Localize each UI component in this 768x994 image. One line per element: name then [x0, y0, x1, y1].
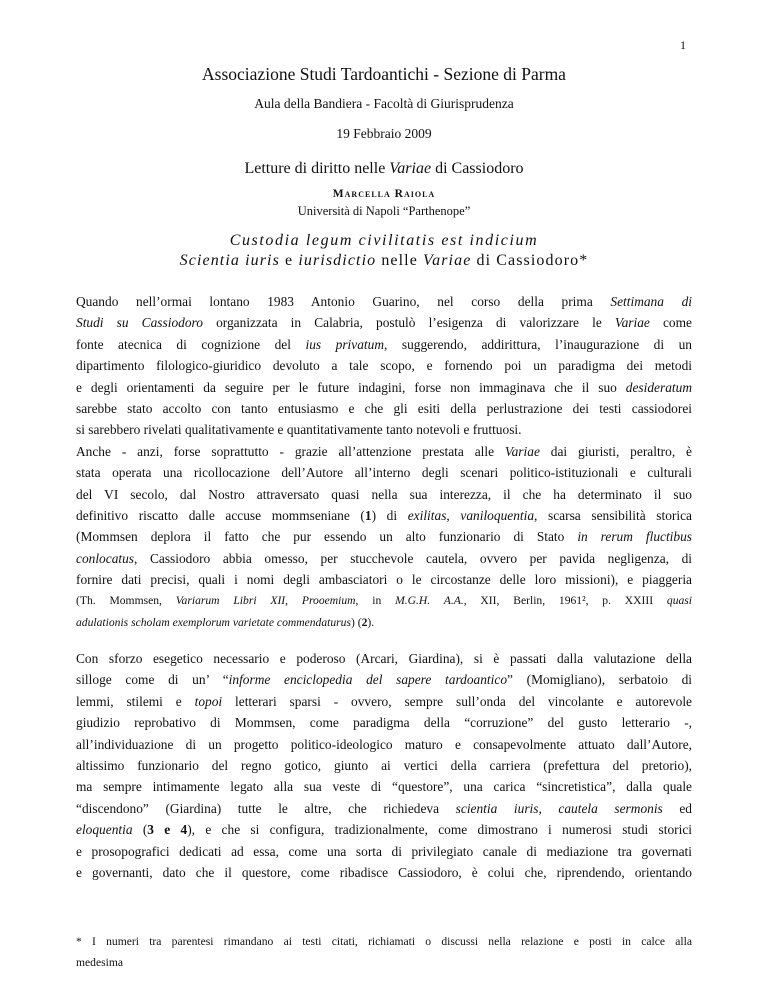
text-line: Studi su Cassiodoro organizzata in Calabria, postulò l’esigenza di valorizzare le Variae come — [76, 315, 692, 331]
text-line: del VI secolo, dal Nostro attraversato quasi nella sua interezza, il che ha determinato il suo — [76, 486, 692, 502]
title-line-2: Scientia iuris e iurisdictio nelle Variae di Cassiodoro* — [179, 252, 589, 269]
text-line: Anche - anzi, forse soprattutto - grazie all’attenzione prestata alle Variae dai giuristi, peraltro, è — [76, 443, 692, 459]
text-line: adulationis scholam exemplorum varietate commendaturus) (2). — [76, 615, 375, 629]
text-line: ma sempre intimamente legato alla sua veste di “questore”, una carica “sincretistica”, dalla quale — [76, 779, 692, 795]
text-line: giudizio reprobativo di Mommsen, come paradigma della “corruzione” del gusto letterario -, — [76, 715, 692, 731]
text-line: dipartimento filologico-giuridico devoluto a tale scopo, e fornendo poi un paradigma dei metodi — [76, 358, 692, 374]
paragraph-1 — [76, 291, 692, 633]
text-line: e degli orientamenti da seguire per le future indagini, forse non immaginava che il suo desideratum — [76, 379, 692, 395]
paragraph-2 — [76, 648, 692, 883]
footnote — [76, 932, 692, 975]
text-line: “discendono” (Giardina) tutte le altre, che richiedeva scientia iuris, cautela sermonis ed — [76, 800, 692, 816]
text-line: silloge come di un’ “informe enciclopedia del sapere tardoantico” (Momigliano), serbatoio di — [76, 672, 692, 688]
author-name: Marcella Raiola — [332, 188, 436, 200]
text-line: all’individuazione di un progetto politico-ideologico maturo e consapevolmente attuato dall’Autore, — [76, 736, 692, 752]
event-date: 19 Febbraio 2009 — [336, 126, 432, 141]
venue: Aula della Bandiera - Facoltà di Giurisprudenza — [254, 96, 514, 111]
text-line: (Mommsen deplora il fatto che pur essendo un alto funzionario di Stato in rerum fluctibus — [76, 529, 692, 545]
text-line: Quando nell’ormai lontano 1983 Antonio Guarino, nel corso della prima Settimana di — [76, 294, 692, 309]
text-line: eloquentia (3 e 4), e che si configura, tradizionalmente, come dimostrano i numerosi studi storici — [76, 822, 692, 838]
text-line: Con sforzo esegetico necessario e poderoso (Arcari, Giardina), si è passati dalla valutazione della — [76, 651, 692, 666]
text-line: conlocatus, Cassiodoro abbia omesso, per stucchevole cautela, ovvero per pavida negligenza, di — [76, 550, 692, 566]
author-affiliation: Università di Napoli “Parthenope” — [297, 204, 471, 218]
text-line: definitivo riscatto dalle accuse mommseniane (1) di exilitas, vaniloquentia, scarsa sensibilità storica — [76, 507, 692, 523]
text-line: altissimo funzionario del regno gotico, giunto ai vertici della carriera (prefettura del pretorio), — [76, 757, 692, 773]
footnote-line: * I numeri tra parentesi rimandano ai testi citati, richiamati o discussi nella relazione e posti in calce alla — [76, 935, 692, 948]
series-title: Letture di diritto nelle Variae di Cassiodoro — [244, 160, 524, 177]
text-line: si sarebbero rivelati qualitativamente e quantitativamente tanto notevoli e fruttuosi. — [76, 422, 522, 438]
footnote-line: medesima — [76, 956, 124, 970]
association-name: Associazione Studi Tardoantichi - Sezione di Parma — [202, 64, 566, 84]
title-line-1: Custodia legum civilitatis est indicium — [229, 232, 539, 249]
text-line: (Th. Mommsen, Variarum Libri XII, Prooemium, in M.G.H. A.A., XII, Berlin, 1961², p. XXIII quasi — [76, 594, 693, 608]
text-line: stata operata una ricollocazione dell’Autore all’interno degli scenari politico-istituzionali e culturali — [76, 465, 692, 481]
text-line: e governanti, dato che il questore, come ribadisce Cassiodoro, è colui che, riprendendo, orientando — [76, 864, 692, 880]
text-line: sarebbe stato accolto con tanto entusiasmo e che gli esiti della perlustrazione dei testi cassiodorei — [76, 400, 692, 416]
text-line: lemmi, stilemi e topoi letterari sparsi - ovvero, sempre sull’onda del vincolante e autorevole — [76, 693, 692, 709]
text-line: e prosopografici dedicati ad essa, come una sorta di privilegiato canale di mediazione tra governati — [76, 843, 692, 859]
text-line: fonte atecnica di cognizione del ius privatum, suggerendo, addirittura, l’inaugurazione di un — [76, 336, 692, 352]
page-number: 1 — [680, 38, 686, 52]
text-line: fornire dati precisi, quali i nomi degli ambasciatori o le circostanze delle loro missioni), e piaggeria — [76, 572, 692, 588]
